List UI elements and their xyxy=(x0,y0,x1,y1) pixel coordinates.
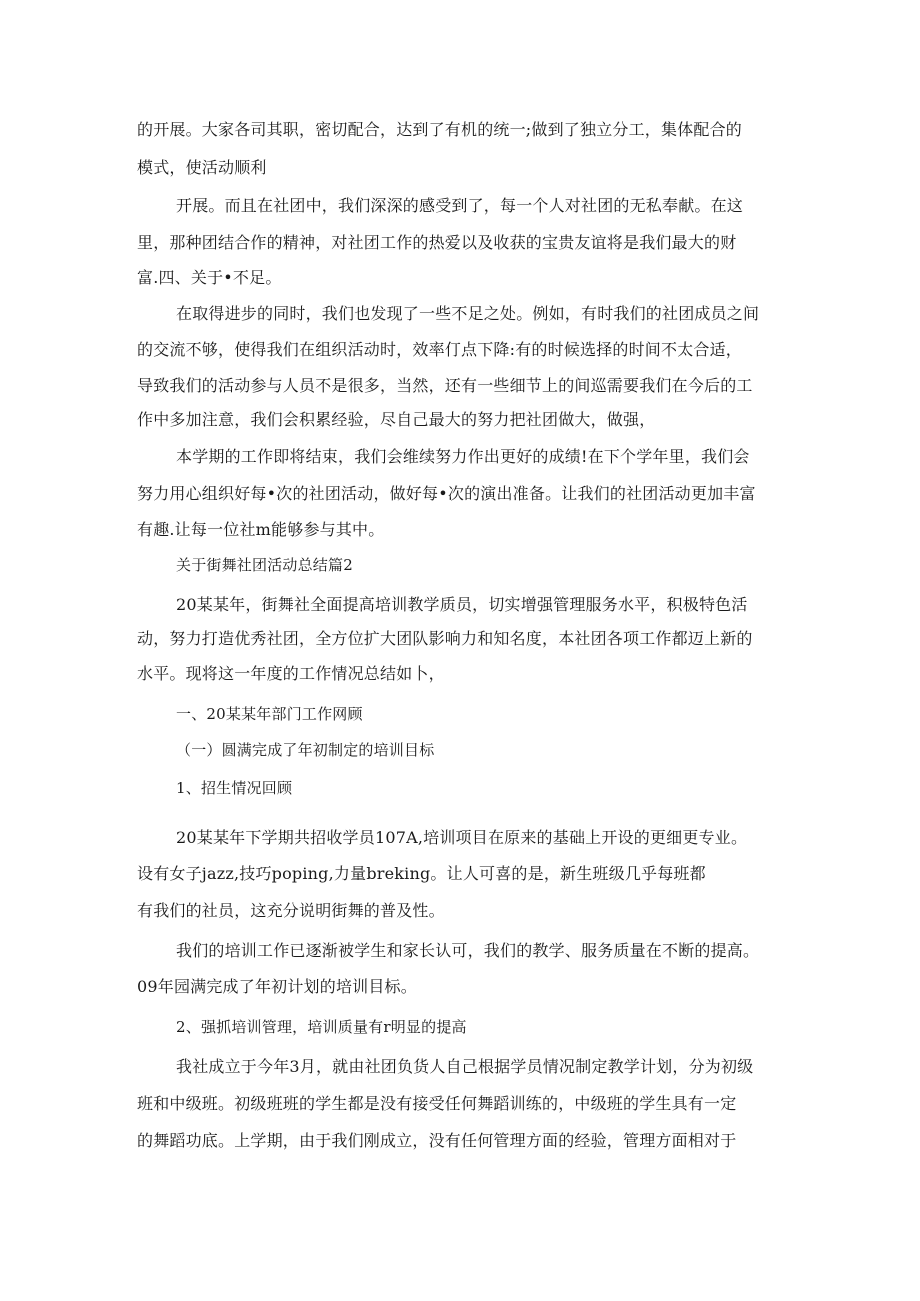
body-text-line: 水平。现将这一年度的工作情况总结如卜， xyxy=(137,664,445,683)
body-text-line: 作中多加注意，我们会积累经验，尽自己最大的努力把社团做大，做强， xyxy=(137,410,656,429)
subsection-heading: 2、强抓培训管理，培训质量有r明显的提高 xyxy=(176,1018,467,1036)
body-text-line: 努力用心组织好每•次的社团活动，做好每•次的演出准备。让我们的社团活动更加丰富 xyxy=(137,484,756,503)
subsection-heading: （一）圆满完成了年初制定的培训目标 xyxy=(176,741,435,759)
body-text-line: 20某某年，街舞社全面提高培训教学质员，切实增强管理服务水平，积极特色活 xyxy=(176,595,748,614)
body-text-line: 有趣.让每一位社m能够参与其中。 xyxy=(137,520,385,539)
section-heading: 关于街舞社团活动总结篇2 xyxy=(176,556,353,574)
body-text-line: 有我们的社员，这充分说明街舞的普及性。 xyxy=(137,901,445,920)
body-text-line: 里，那种团结合作的精神，对社团工作的热爱以及收获的宝贵友谊将是我们最大的财 xyxy=(137,233,737,252)
section-heading: 一、20某某年部门工作网顾 xyxy=(176,705,363,723)
body-text-line: 的舞蹈功底。上学期，由于我们刚成立，没有任何管理方面的经验，管理方面相对于 xyxy=(137,1131,737,1150)
body-text-line: 20某某年下学期共招收学员107A,培训项目在原来的基础上开设的更细更专业。 xyxy=(176,828,748,847)
body-text-line: 开展。而且在社团中，我们深深的感受到了，每一个人对社团的无私奉献。在这 xyxy=(176,196,744,215)
body-text-line: 富.四、关于•不足。 xyxy=(137,268,282,287)
subsection-heading: 1、招生情况回顾 xyxy=(176,779,293,797)
body-text-line: 的交流不够，使得我们在组织活动时，效率仃点下降:有的时候选择的时间不太合适， xyxy=(137,340,742,359)
body-text-line: 在取得进步的同时，我们也发现了一些不足之处。例如，有时我们的社团成员之间 xyxy=(176,304,760,323)
body-text-line: 导致我们的活动参与人员不是很多，当然，还有一些细节上的间巡需要我们在今后的工 xyxy=(137,376,753,395)
body-text-line: 我们的培训工作已逐渐被学生和家长认可，我们的教学、服务质量在不断的提高。 xyxy=(176,941,760,960)
body-text-line: 本学期的工作即将结束，我们会维续努力作出更好的成绩!在下个学年里，我们会 xyxy=(176,447,750,466)
body-text-line: 的开展。大家各司其职，密切配合，达到了有机的统一;做到了独立分工，集体配合的 xyxy=(137,120,742,139)
body-text-line: 09年园满完成了年初计划的培训目标。 xyxy=(137,977,417,996)
body-text-line: 班和中级班。初级班班的学生都是没有接受任何舞蹈训练的，中级班的学生具有一定 xyxy=(137,1094,737,1113)
body-text-line: 模式，使活动顺利 xyxy=(137,158,267,177)
body-text-line: 我社成立于今年3月，就由社团负货人自己根据学员情况制定教学计划，分为初级 xyxy=(176,1057,754,1076)
body-text-line: 设有女子jazz,技巧poping,力量breking。让人可喜的是，新生班级几乎每班都 xyxy=(137,864,706,883)
body-text-line: 动，努力打造优秀社团，全方位扩大团队影响力和知名度，本社团各项工作都迈上新的 xyxy=(137,629,753,648)
